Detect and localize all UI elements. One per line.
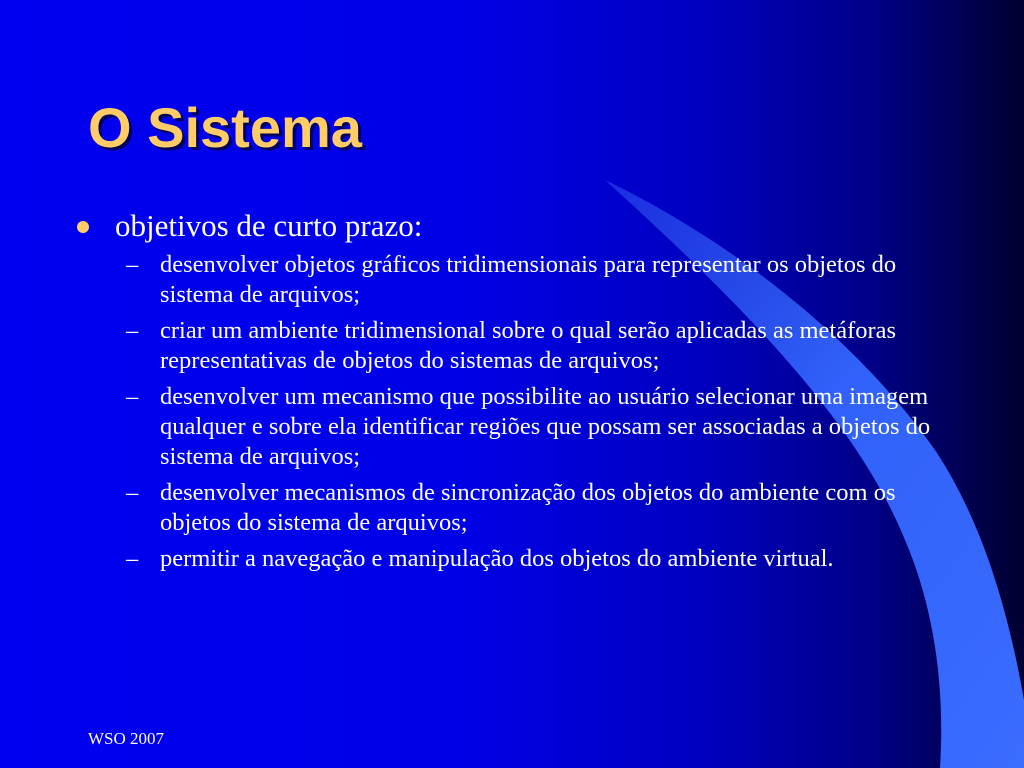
sub-bullet-text: criar um ambiente tridimensional sobre o qual serão aplicadas as metáforas representativas de objetos do sistemas de arquivos; bbox=[160, 317, 897, 374]
dash-marker: – bbox=[126, 317, 139, 344]
slide-title: O Sistema bbox=[88, 96, 362, 159]
main-bullet-item bbox=[76, 208, 976, 244]
sub-bullet-text: desenvolver objetos gráficos tridimensionais para representar os objetos do sistema de arquivos; bbox=[160, 251, 897, 308]
sub-bullet-item bbox=[126, 382, 976, 472]
dash-marker: – bbox=[126, 545, 139, 572]
dash-marker: – bbox=[126, 251, 139, 278]
sub-bullet-text: permitir a navegação e manipulação dos objetos do ambiente virtual. bbox=[160, 545, 834, 572]
sub-bullet-text: desenvolver um mecanismo que possibilite ao usuário selecionar uma imagem qualquer e sobre ela identificar regiões que possam ser associadas a objetos do sistema de arquivos; bbox=[160, 383, 931, 470]
dash-marker: – bbox=[126, 383, 139, 410]
sub-bullet-item bbox=[126, 544, 976, 574]
main-bullet-text: objetivos de curto prazo: bbox=[115, 208, 423, 243]
slide-footer: WSO 2007 bbox=[88, 729, 165, 748]
dash-marker: – bbox=[126, 479, 139, 506]
bullet-dot-icon bbox=[77, 221, 89, 233]
sub-bullet-item bbox=[126, 316, 976, 376]
sub-bullet-item bbox=[126, 478, 976, 538]
slide-content bbox=[76, 208, 976, 580]
sub-bullet-item bbox=[126, 250, 976, 310]
sub-bullet-text: desenvolver mecanismos de sincronização dos objetos do ambiente com os objetos do sistema de arquivos; bbox=[160, 479, 896, 536]
sub-bullet-list bbox=[76, 250, 976, 574]
